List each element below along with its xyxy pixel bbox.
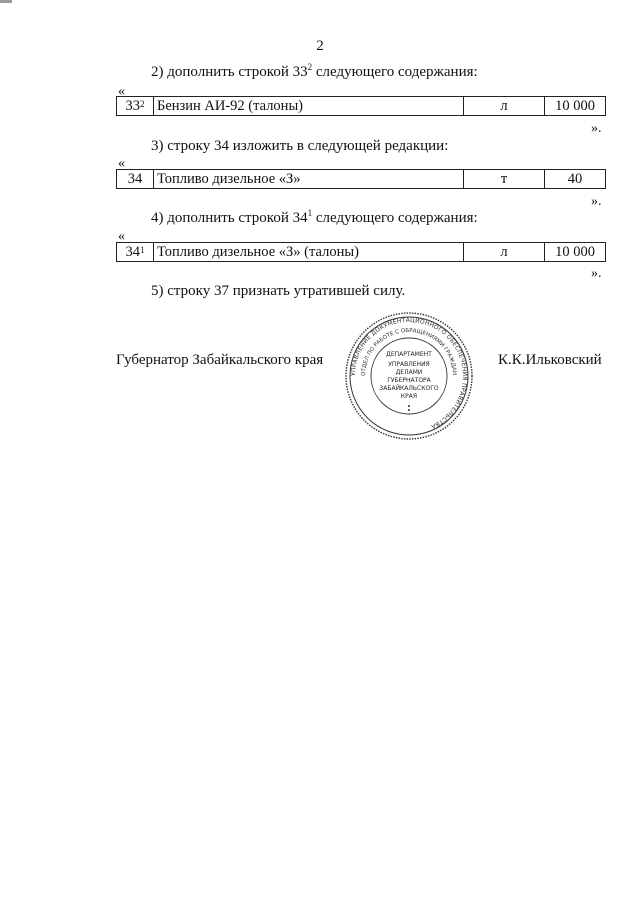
row-unit-cell: т xyxy=(464,170,545,189)
amendment-table-3 xyxy=(116,242,606,262)
row-value-cell: 10 000 xyxy=(545,97,606,116)
item-text: 2) дополнить строкой 33 xyxy=(151,64,308,80)
signatory-position: Губернатор Забайкальского края xyxy=(116,352,324,368)
row-number-cell: $34^1$ xyxy=(117,243,154,262)
svg-text:ЗАБАЙКАЛЬСКОГО: ЗАБАЙКАЛЬСКОГО xyxy=(379,385,439,392)
opening-quote: « xyxy=(118,229,125,244)
item-superscript: 1 xyxy=(307,208,313,218)
table-row xyxy=(117,97,606,116)
item-text-after: следующего содержания: xyxy=(312,64,478,80)
opening-quote: « xyxy=(118,156,125,171)
amendment-item-2 xyxy=(151,64,478,81)
row-unit-cell: л xyxy=(464,243,545,262)
svg-text:ГУБЕРНАТОРА: ГУБЕРНАТОРА xyxy=(387,377,431,384)
svg-text:ДЕПАРТАМЕНТ: ДЕПАРТАМЕНТ xyxy=(386,351,432,358)
row-value-cell: 40 xyxy=(545,170,606,189)
seal-middle-ring-text: ОТДЕЛ ПО РАБОТЕ С ОБРАЩЕНИЯМИ ГРАЖДАН xyxy=(360,327,458,377)
official-seal-stamp xyxy=(343,310,475,442)
opening-quote: « xyxy=(118,84,125,99)
amendment-item-3 xyxy=(151,138,448,155)
row-value-cell: 10 000 xyxy=(545,243,606,262)
amendment-table-2 xyxy=(116,169,606,189)
table-row xyxy=(117,170,606,189)
amendment-item-5 xyxy=(151,283,405,300)
row-name-cell: Бензин АИ-92 (талоны) xyxy=(154,97,464,116)
item-text: 3) строку 34 изложить в следующей редакции: xyxy=(151,138,449,154)
svg-text:КРАЯ: КРАЯ xyxy=(400,393,418,400)
closing-quote: ». xyxy=(591,121,602,136)
scan-corner-mark xyxy=(0,0,12,3)
page-number: 2 xyxy=(316,38,324,54)
seal-inner-ring xyxy=(371,338,447,414)
closing-quote: ». xyxy=(591,266,602,281)
item-text: 5) строку 37 признать утратившей силу. xyxy=(151,283,406,299)
signatory-name: К.К.Ильковский xyxy=(498,352,602,368)
amendment-item-4 xyxy=(151,210,478,227)
row-name-cell: Топливо дизельное «З» xyxy=(154,170,464,189)
seal-center-text xyxy=(379,351,438,400)
table-row xyxy=(117,243,606,262)
row-unit-cell: л xyxy=(464,97,545,116)
row-name-cell: Топливо дизельное «З» (талоны) xyxy=(154,243,464,262)
svg-text:УПРАВЛЕНИЯ: УПРАВЛЕНИЯ xyxy=(388,361,430,368)
closing-quote: ». xyxy=(591,194,602,209)
item-superscript: 2 xyxy=(307,62,313,72)
row-number-cell: 34 xyxy=(117,170,154,189)
svg-text:ДЕЛАМИ: ДЕЛАМИ xyxy=(395,369,423,376)
row-number-cell: $33^2$ xyxy=(117,97,154,116)
item-text-after: следующего содержания: xyxy=(312,210,478,226)
seal-outer-ring-text: УПРАВЛЕНИЕ ДОКУМЕНТАЦИОННОГО ОБЕСПЕЧЕНИЯ ПРАВИТЕЛЬСТВА xyxy=(349,316,469,431)
amendment-table-1 xyxy=(116,96,606,116)
item-text: 4) дополнить строкой 34 xyxy=(151,210,308,226)
